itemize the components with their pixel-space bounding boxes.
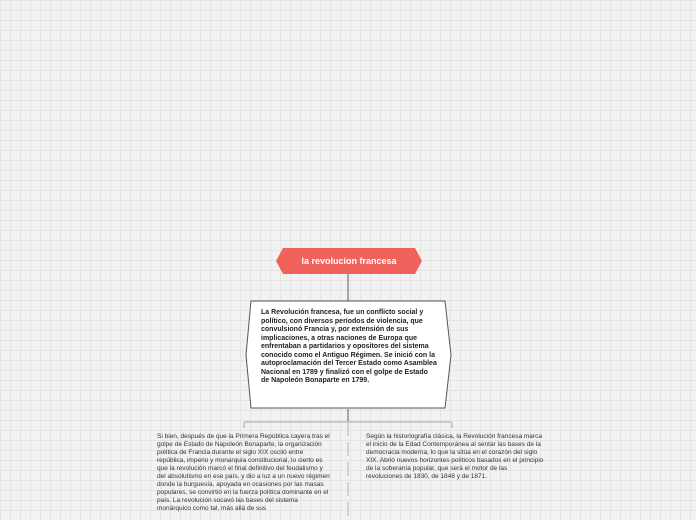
subtopic-left-text[interactable]: Si bien, después de que la Primera República cayera tras el golpe de Estado de Napoleón Bonaparte, la organización política de Francia durante el siglo XIX osciló entre república, imperio y monarquía constitucional, lo cierto es que la revolución marcó el final definitivo del feudalismo y del absolutismo en ese país, y dio a luz a un nuevo régimen donde la burguesía, apoyada en ocasiones por las masas populares, se convirtió en la fuerza política dominante en el país. La revolución socavó las bases del sistema monárquico como tal, más allá de sus	[157, 433, 330, 512]
root-node-title[interactable]: la revolucion francesa	[301, 256, 397, 266]
subtopic-right-text[interactable]: Según la historiografía clásica, la Revolución francesa marca el inicio de la Edad Contemporánea al sentar las bases de la democracia moderna, lo que la sitúa en el corazón del siglo XIX. Abrió nuevos horizontes políticos basados en el principio de la soberanía popular, que será el motor de las revoluciones de 1830, de 1848 y de 1871.	[366, 433, 544, 480]
main-topic-text[interactable]: La Revolución francesa, fue un conflicto social y político, con diversos períodos de violencia, que convulsionó Francia y, por extensión de sus implicaciones, a otras naciones de Europa que enfrentaban a partidarios y opositores del sistema conocido como el Antiguo Régimen. Se inició con la autoproclamación del Tercer Estado como Asamblea Nacional en 1789 y finalizó con el golpe de Estado de Napoleón Bonaparte en 1799.	[261, 309, 437, 384]
